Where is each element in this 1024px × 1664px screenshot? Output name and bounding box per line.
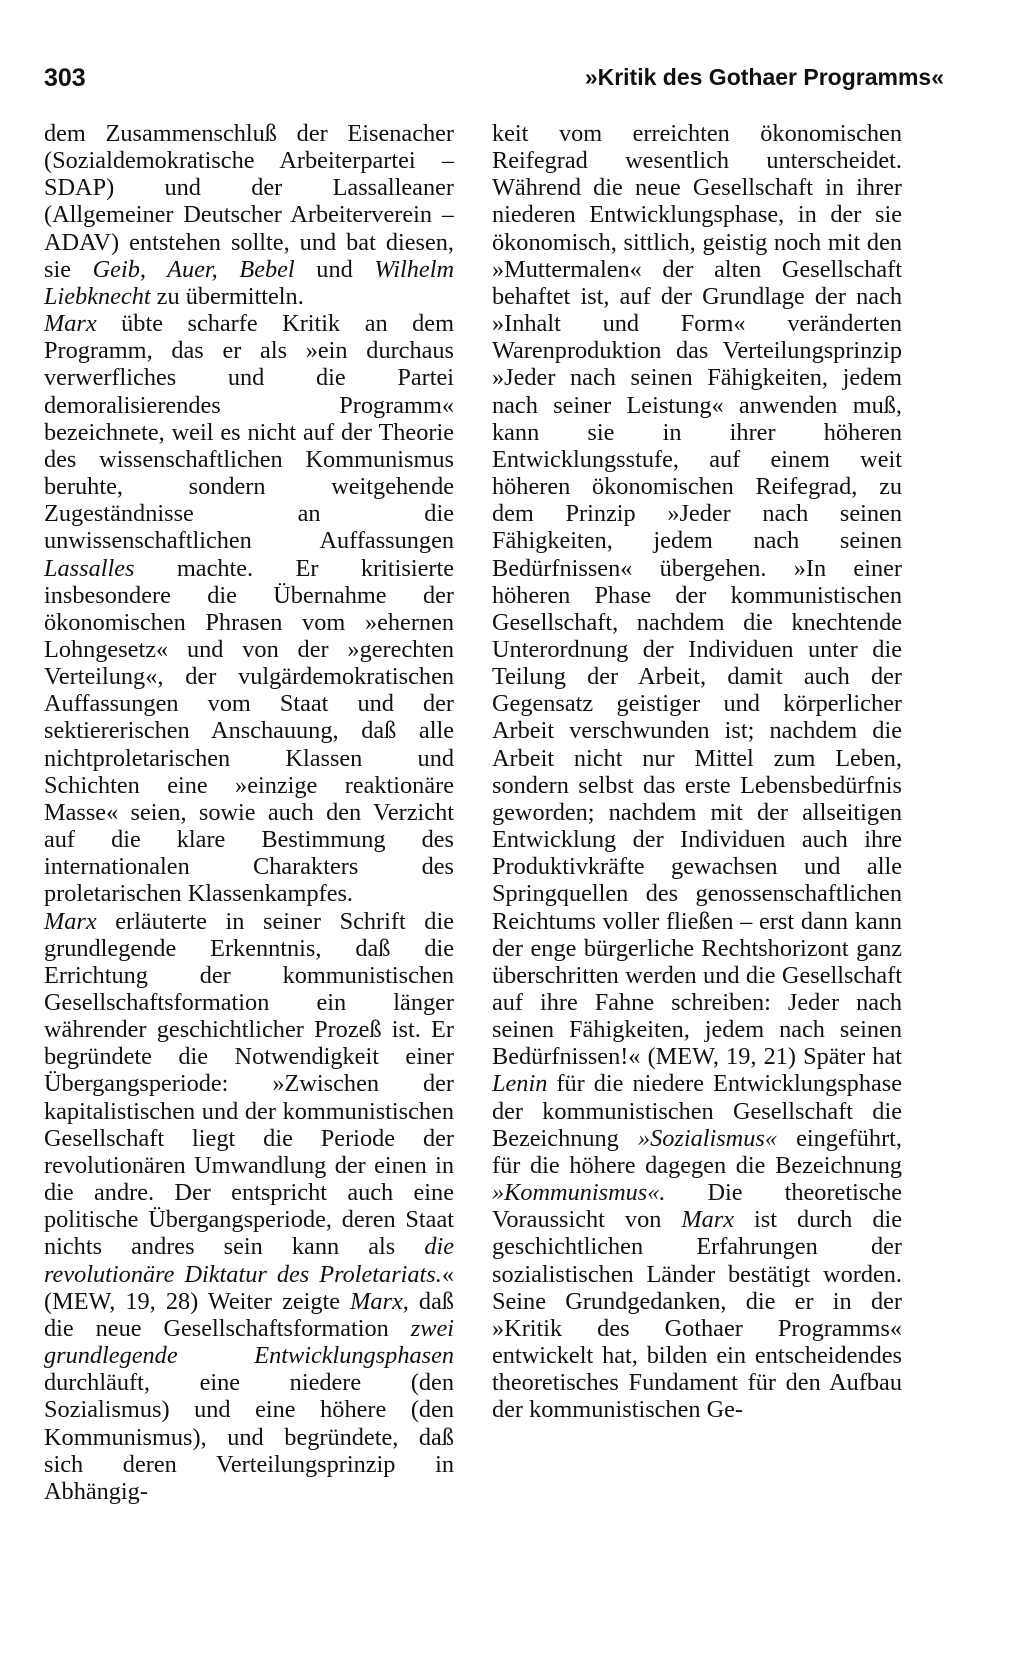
running-title: »Kritik des Gothaer Programms« [584, 64, 944, 90]
page-header [44, 64, 944, 100]
text-run: zu übermitteln. [150, 282, 304, 310]
italic-phrase: zwei grundlegende Entwicklungsphasen [44, 1314, 454, 1370]
text-run: und [294, 255, 375, 283]
text-run: « (MEW, 19, 28) Weiter zeigte [44, 1260, 454, 1315]
text-run: ist durch die geschichtlichen Erfahrungen der sozialistischen Länder bestätigt worden. Seine Grundgedanken, die er in der »Kritik des Gothaer Programms« entwickelt hat, bilden ein entscheidendes theoretisches Fundament für den Aufbau der kommunistischen Ge- [492, 1206, 902, 1424]
italic-name: Marx [681, 1206, 735, 1234]
paragraph-1 [44, 120, 454, 310]
page-number: 303 [44, 64, 86, 92]
italic-name: Lassalles [44, 554, 135, 582]
italic-name: Wilhelm Liebknecht [44, 255, 455, 310]
text-run: dem Zusammenschluß der Eisenacher (Sozialdemokratische Arbeiterpartei – SDAP) und der Lassalleaner (Allgemeiner Deutscher Arbeiterverein – ADAV) entstehen sollte, und bat diesen, sie [44, 120, 454, 283]
text-run: eingeführt, für die höhere dagegen die Bezeichnung [492, 1124, 902, 1179]
text-run: für die niedere Entwicklungsphase der kommunistischen Gesellschaft die Bezeichnung [492, 1070, 902, 1152]
text-run: Die theoretische Voraussicht von [492, 1179, 902, 1234]
right-column [492, 120, 902, 1424]
text-run: erläuterte in seiner Schrift die grundlegende Erkenntnis, daß die Errichtung der kommunistischen Gesellschaftsformation ein länger währender geschichtlicher Prozeß ist. Er begründete die Notwendigkeit einer Übergangsperiode: »Zwischen der kapitalistischen und der kommunistischen Gesellschaft liegt die Periode der revolutionären Umwandlung der einen in die andre. Der entspricht auch eine politische Übergangsperiode, deren Staat nichts andres sein kann als [44, 907, 454, 1261]
text-run: daß die neue Gesellschaftsformation [44, 1287, 454, 1342]
left-column [44, 120, 454, 1505]
italic-phrase: die revolutionäre Diktatur des Proletariats. [44, 1233, 454, 1288]
italic-name: Geib, Auer, Bebel [92, 255, 295, 283]
paragraph-continued [492, 120, 902, 1424]
text-run: übte scharfe Kritik an dem Programm, das er als »ein durchaus verwerfliches und die Partei demoralisierendes Programm« bezeichnete, weil es nicht auf der Theorie des wissenschaftlichen Kommunismus beruhte, sondern weitgehende Zugeständnisse an die unwissenschaftlichen Auffassungen [44, 310, 454, 555]
italic-term: »Kommunismus«. [492, 1179, 666, 1207]
text-run: durchläuft, eine niedere (den Sozialismus) und eine höhere (den Kommunismus), und begründete, daß sich deren Verteilungsprinzip in Abhängig- [44, 1369, 454, 1505]
text-run: machte. Er kritisierte insbesondere die Übernahme der ökonomischen Phrasen vom »ehernen Lohngesetz« und von der »gerechten Verteilung«, der vulgärdemokratischen Auffassungen vom Staat und der sektiererischen Anschauung, daß alle nichtproletarischen Klassen und Schichten eine »einzige reaktionäre Masse« seien, sowie auch den Verzicht auf die klare Bestimmung des internationalen Charakters des proletarischen Klassenkampfes. [44, 554, 454, 908]
paragraph-2 [44, 310, 454, 907]
italic-name: Marx, [350, 1287, 409, 1315]
italic-name: Marx [44, 310, 97, 338]
italic-term: »Sozialismus« [637, 1124, 777, 1152]
paragraph-3 [44, 908, 454, 1505]
text-run: keit vom erreichten ökonomischen Reifegrad wesentlich unterscheidet. Während die neue Gesellschaft in ihrer niederen Entwicklungsphase, in der sie ökonomisch, sittlich, geistig noch mit den »Muttermalen« der alten Gesellschaft behaftet ist, auf der Grundlage der nach »Inhalt und Form« veränderten Warenproduktion das Verteilungsprinzip »Jeder nach seinen Fähigkeiten, jedem nach seiner Leistung« anwenden muß, kann sie in ihrer höheren Entwicklungsstufe, auf einem weit höheren ökonomischen Reifegrad, zu dem Prinzip »Jeder nach seinen Fähigkeiten, jedem nach seinen Bedürfnissen« übergehen. »In einer höheren Phase der kommunistischen Gesellschaft, nachdem die knechtende Unterordnung der Individuen unter die Teilung der Arbeit, damit auch der Gegensatz geistiger und körperlicher Arbeit verschwunden ist; nachdem die Arbeit nicht nur Mittel zum Leben, sondern selbst das erste Lebensbedürfnis geworden; nachdem mit der allseitigen Entwicklung der Individuen auch ihre Produktivkräfte gewachsen und alle Springquellen des genossenschaftlichen Reichtums voller fließen – erst dann kann der enge bürgerliche Rechtshorizont ganz überschritten werden und die Gesellschaft auf ihre Fahne schreiben: Jeder nach seinen Fähigkeiten, jedem nach seinen Bedürfnissen!« (MEW, 19, 21) Später hat [492, 120, 902, 1071]
italic-name: Lenin [492, 1070, 548, 1098]
italic-name: Marx [44, 907, 97, 935]
